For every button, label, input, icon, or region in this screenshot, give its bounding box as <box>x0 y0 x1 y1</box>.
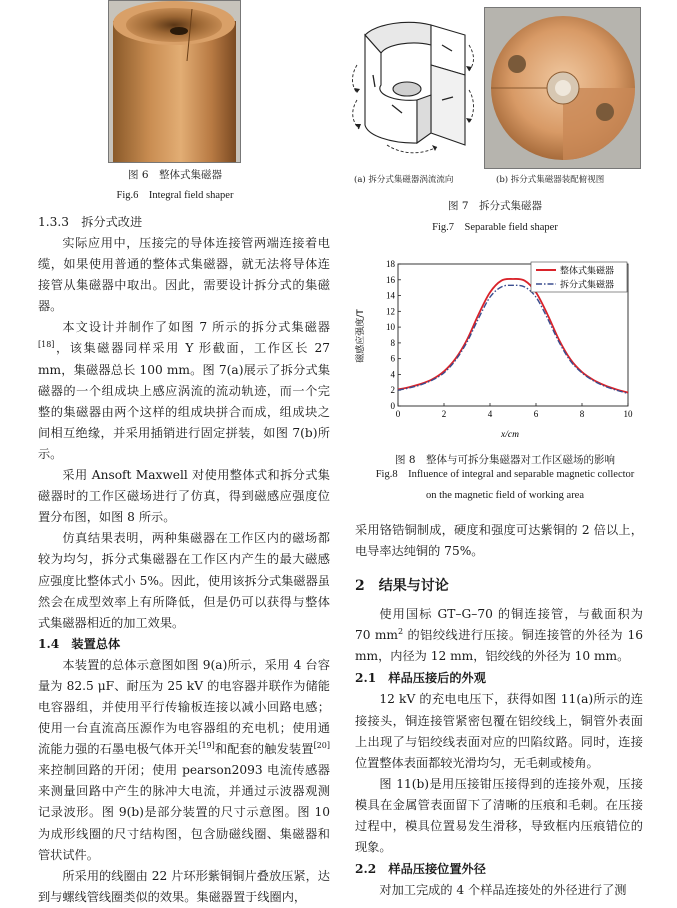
x-tick-label: 6 <box>533 409 539 419</box>
fig7a-diagram <box>347 5 477 165</box>
section-1-4-heading: 1.4 装置总体 <box>38 636 121 651</box>
y-tick-label: 18 <box>386 259 395 269</box>
legend-label-integral: 整体式集磁器 <box>560 266 615 277</box>
y-axis-label: 磁感应强度/T <box>356 309 366 363</box>
paragraph: 本文设计并制作了如图 7 所示的拆分式集磁器[18]，该集磁器同样采用 Y 形截面，工作区长 27 mm，集磁器总长 100 mm。图 7(a)展示了拆分式集磁器的一个组成块上感应涡流的流动轨迹，而一个完整的集磁器由两个这样的组成块拼合而成，组成块之间相互绝缘，并采用插销进行固定拼装，如图 7(b)所示。 <box>38 320 330 461</box>
y-tick-label: 0 <box>390 401 395 411</box>
section-2-heading: 2 结果与讨论 <box>355 578 449 595</box>
x-tick-label: 0 <box>395 409 401 419</box>
section-2-2-heading: 2.2 样品压接位置外径 <box>355 862 486 877</box>
x-tick-label: 10 <box>623 409 633 419</box>
series-line-integral <box>398 279 628 393</box>
y-tick-label: 8 <box>390 337 395 348</box>
fig8-caption-en-line2: on the magnetic field of working area <box>425 490 585 501</box>
x-tick-label: 4 <box>487 409 493 419</box>
fig6-caption-cn: 图 6 整体式集磁器 <box>127 169 223 181</box>
x-tick-label: 8 <box>579 409 585 419</box>
fig8-chart <box>350 254 640 444</box>
y-tick-label: 14 <box>386 290 395 301</box>
paragraph: 12 kV 的充电电压下，获得如图 11(a)所示的连接接头，铜连接管紧密包覆在铝绞线上，铜管外表面上出现了与铝绞线表面对应的凹陷纹路。同时，连接位置整体表面都较光滑均匀，无毛刺或棱角。 <box>355 692 643 770</box>
left-body-text <box>38 233 330 908</box>
fig6-photo <box>108 0 241 163</box>
citation[interactable]: [19] <box>198 741 215 751</box>
right-body-text <box>355 520 643 901</box>
y-tick-label: 2 <box>390 385 395 396</box>
series-line-separable <box>398 285 628 393</box>
fig7-caption-en: Fig.7 Separable field shaper <box>432 222 558 233</box>
fig7a-subcaption: (a) 拆分式集磁器涡流流向 <box>354 175 454 185</box>
x-tick-label: 2 <box>441 409 447 419</box>
magnetic-field-line-chart <box>350 254 640 444</box>
section-1-3-3-heading: 1.3.3 拆分式改进 <box>38 215 143 229</box>
integral-field-shaper-image <box>109 1 240 162</box>
fig8-caption-cn: 图 8 整体与可拆分集磁器对工作区磁场的影响 <box>394 454 616 466</box>
paragraph: 所采用的线圈由 22 片环形紫铜铜片叠放压紧，达到与螺线管线圈类似的效果。集磁器置于线圈内， <box>38 868 330 904</box>
citation[interactable]: [20] <box>313 741 331 751</box>
paragraph: 实际应用中，压接完的导体连接管两端连接着电缆，如果使用普通的整体式集磁器，就无法将导体连接管从集磁器中取出。因此，需要设计拆分式的集磁器。 <box>38 236 330 314</box>
section-2-1-heading: 2.1 样品压接后的外观 <box>355 671 486 686</box>
paragraph: 仿真结果表明，两种集磁器在工作区内的磁场都较为均匀，拆分式集磁器在工作区内产生的最大磁感应强度比整体式小 5%。因此，使用该拆分式集磁器虽然会在成型效率上有所降低，但是仍可以获得与整体式集磁器相近的加工效果。 <box>38 531 330 630</box>
y-tick-label: 12 <box>386 306 395 317</box>
paragraph: 对加工完成的 4 个样品连接处的外径进行了测 <box>379 883 627 898</box>
paragraph: 本装置的总体示意图如图 9(a)所示，采用 4 台容量为 82.5 μF、耐压为 25 kV 的电容器并联作为储能电容器组，并使用平行传输板连接以减小回路电感；使用一台直流高压源作为电容器组的充电机；使用通流能力强的石墨电极气体开关[19]和配套的触发装置[20]来控制回路的开闭；使用 pearson2093 电流传感器来测量回路中产生的脉冲大电流，并通过示波器观测记录波形。图 9(b)是部分装置的尺寸示意图。图 10 为成形线圈的尺寸结构图，包含励磁线圈、集磁器和管状试件。 <box>38 657 331 862</box>
fig7b-subcaption: (b) 拆分式集磁器装配俯视图 <box>496 175 605 185</box>
y-tick-label: 16 <box>386 274 395 285</box>
fig8-caption-en-line1: Fig.8 Influence of integral and separable magnetic collector <box>375 469 635 480</box>
paragraph: 采用铬锆铜制成，硬度和强度可达紫铜的 2 倍以上，电导率达纯铜的 75%。 <box>355 523 643 559</box>
chart-legend <box>531 262 627 292</box>
eddy-current-flow-diagram <box>347 5 477 165</box>
paragraph: 使用国标 GT–G–70 的铜连接管，与截面积为 70 $mm^2$ 的铝绞线进行压接。铜连接管的外径为 16 mm，内径为 12 mm，铝绞线的外径为 10 mm。 <box>355 607 643 664</box>
y-tick-label: 6 <box>390 353 395 364</box>
fig8-caption-en <box>355 464 655 506</box>
paragraph: 图 11(b)是用压接钳压接得到的连接外观，压接模具在金属管表面留下了清晰的压痕和毛刺。在压接过程中，模具位置易发生滑移，导致框内压痕错位的现象。 <box>355 776 643 855</box>
y-tick-label: 10 <box>386 322 395 333</box>
paragraph: 采用 Ansoft Maxwell 对使用整体式和拆分式集磁器时的工作区磁场进行了仿真，得到磁感应强度位置分布图，如图 8 所示。 <box>38 468 330 525</box>
fig7b-photo <box>484 7 641 169</box>
legend-label-separable: 拆分式集磁器 <box>560 280 615 291</box>
citation[interactable]: [18] <box>38 340 55 350</box>
fig7-caption-cn: 图 7 拆分式集磁器 <box>447 200 543 212</box>
x-axis-label: x/cm <box>501 430 519 440</box>
fig6-caption-en: Fig.6 Integral field shaper <box>116 190 234 201</box>
y-tick-label: 4 <box>390 369 395 380</box>
separable-field-shaper-photo <box>485 8 640 168</box>
